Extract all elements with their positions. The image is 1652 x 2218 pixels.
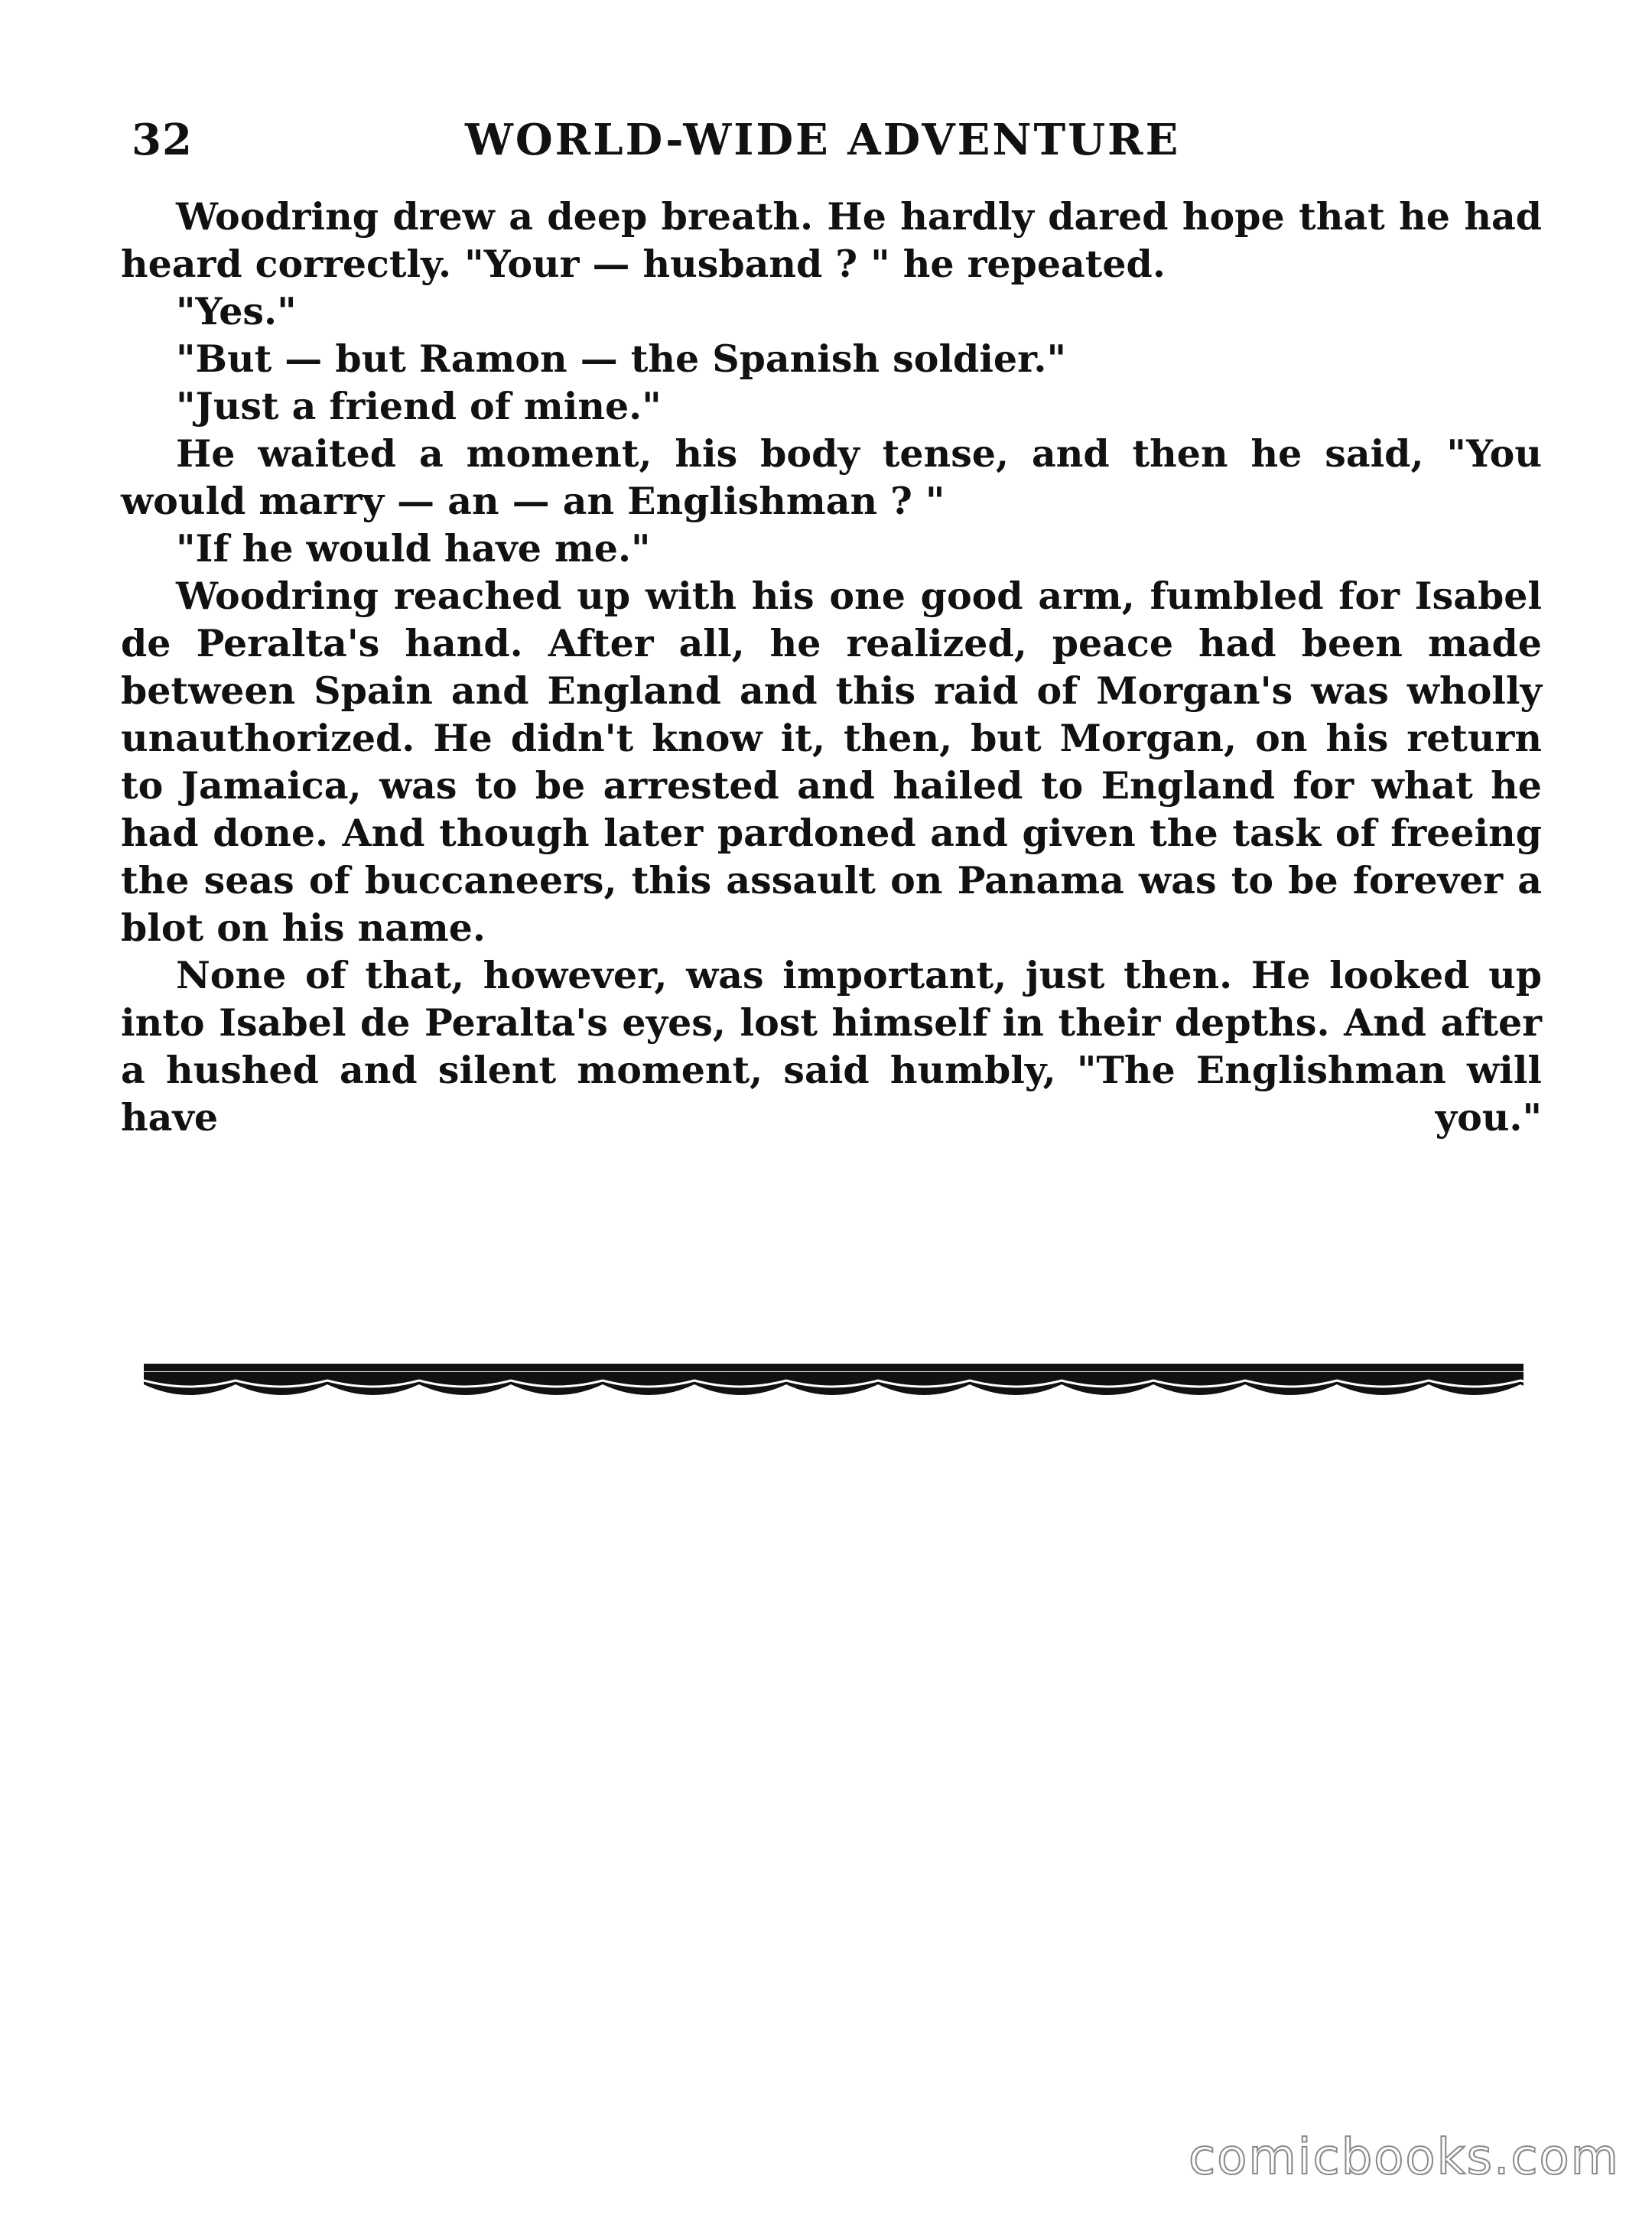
paragraph-have-me: "If he would have me." (176, 526, 651, 571)
page-number: 32 (132, 115, 193, 165)
paragraph-englishman-will-have-you: None of that, however, was important, just then. He looked up into Isabel de Peralta's eyes, lost himself in their depths. And after a hushed and silent moment, said humbly, "The Englishman will have you." (121, 953, 1542, 1140)
watermark: comicbooks.com (1188, 2129, 1620, 2186)
paragraph-friend: "Just a friend of mine." (176, 384, 662, 428)
ornament-top-band (144, 1364, 1524, 1371)
wavy-rule-ornament-icon (144, 1350, 1524, 1411)
paragraph-morgan-raid: Woodring reached up with his one good arm, fumbled for Isabel de Peralta's hand. After all, he realized, peace had been made between Spain and England and this raid of Morgan's was wholly unauthorized. He didn't know it, then, but Morgan, on his return to Jamaica, was to be arrested and hailed to England for what he had done. And though later pardoned and given the task of freeing the seas of buccaneers, this assault on Panama was to be forever a blot on his name. (121, 574, 1542, 950)
paragraph-yes: "Yes." (176, 289, 297, 333)
ornament-wave-lower (144, 1373, 1524, 1394)
paragraph-woodring-breath: Woodring drew a deep breath. He hardly dared hope that he had heard correctly. "Your — husband ? " he repeated. (121, 194, 1542, 286)
running-title: WORLD-WIDE ADVENTURE (465, 115, 1181, 165)
body-text (121, 193, 1542, 1141)
paragraph-ramon: "But — but Ramon — the Spanish soldier." (176, 337, 1067, 381)
running-head (132, 115, 1546, 176)
paragraph-marry-englishman: He waited a moment, his body tense, and then he said, "You would marry — an — an Englishman ? " (121, 431, 1542, 523)
